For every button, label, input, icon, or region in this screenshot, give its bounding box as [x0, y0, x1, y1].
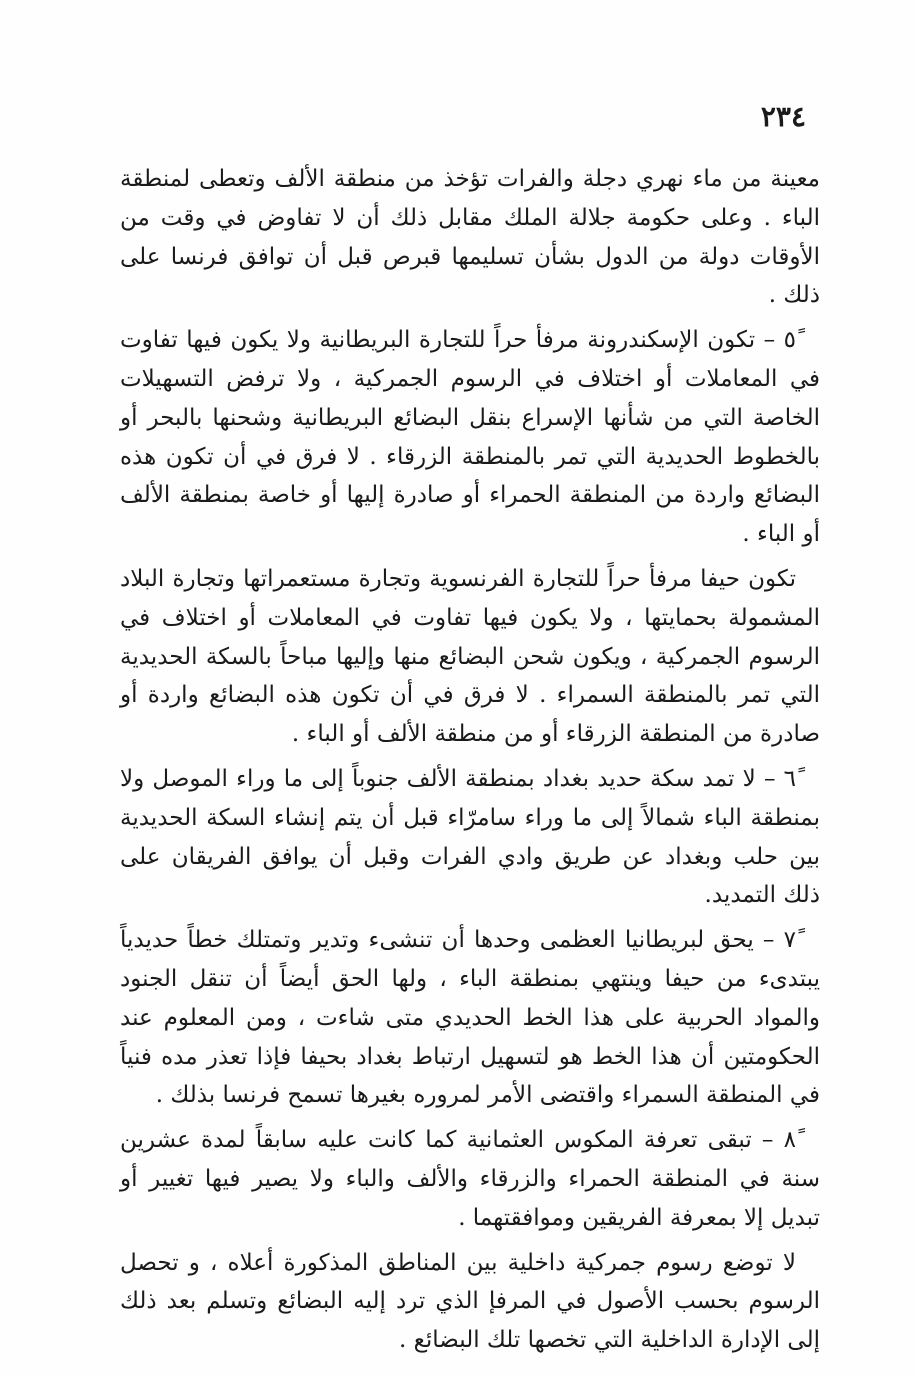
paragraph: تكون حيفا مرفأ حراً للتجارة الفرنسوية وتجارة مستعمراتها وتجارة البلاد المشمولة بحمايتها ، ولا يكون فيها تفاوت في المعاملات أو اختلاف في الرسوم الجمركية ، ويكون شحن البضائع منها وإليها مباحاً بالسكة الحديدية التي تمر بالمنطقة السمراء . لا فرق في أن تكون هذه البضائع واردة أو صادرة من المنطقة الزرقاء أو من منطقة الألف أو الباء .	[120, 565, 820, 748]
paragraph: ٦ً – لا تمد سكة حديد بغداد بمنطقة الألف جنوباً إلى ما وراء الموصل ولا بمنطقة الباء شمالاً إلى ما وراء سامرّاء قبل أن يتم إنشاء السكة الحديدية بين حلب وبغداد عن طريق وادي الفرات وقبل أن يوافق الفريقان على ذلك التمديد.	[120, 765, 820, 909]
paragraph: ٥ً – تكون الإسكندرونة مرفأ حراً للتجارة البريطانية ولا يكون فيها تفاوت في المعاملات أو اختلاف في الرسوم الجمركية ، ولا ترفض التسهيلات الخاصة التي من شأنها الإسراع بنقل البضائع البريطانية وشحنها بالبحر أو بالخطوط الحديدية التي تمر بالمنطقة الزرقاء . لا فرق في أن تكون هذه البضائع واردة من المنطقة الحمراء أو صادرة إليها أو خاصة بمنطقة الألف أو الباء .	[120, 327, 820, 548]
body-text	[120, 160, 820, 1366]
page-number: ٢٣٤	[760, 100, 806, 133]
paragraph: لا توضع رسوم جمركية داخلية بين المناطق المذكورة أعلاه ، و تحصل الرسوم بحسب الأصول في المرفإ الذي ترد إليه البضائع وتسلم بعد ذلك إلى الإدارة الداخلية التي تخصها تلك البضائع .	[120, 1249, 820, 1354]
paragraph: ٨ً – تبقى تعرفة المكوس العثمانية كما كانت عليه سابقاً لمدة عشرين سنة في المنطقة الحمراء والزرقاء والألف والباء ولا يصير فيها تغيير أو تبديل إلا بمعرفة الفريقين وموافقتهما .	[120, 1127, 820, 1231]
paragraph: معينة من ماء نهري دجلة والفرات تؤخذ من منطقة الألف وتعطى لمنطقة الباء . وعلى حكومة جلالة الملك مقابل ذلك أن لا تفاوض في وقت من الأوقات دولة من الدول بشأن تسليمها قبرص قبل أن توافق فرنسا على ذلك .	[120, 166, 820, 309]
paragraph: ٧ً – يحق لبريطانيا العظمى وحدها أن تنشىء وتدير وتمتلك خطاً حديدياً يبتدىء من حيفا وينتهي بمنطقة الباء ، ولها الحق أيضاً أن تنقل الجنود والمواد الحربية على هذا الخط الحديدي متى شاءت ، ومن المعلوم عند الحكومتين أن هذا الخط هو لتسهيل ارتباط بغداد بحيفا فإذا تعذر مده فنياً في المنطقة السمراء واقتضى الأمر لمروره بغيرها تسمح فرنسا بذلك .	[120, 927, 820, 1109]
